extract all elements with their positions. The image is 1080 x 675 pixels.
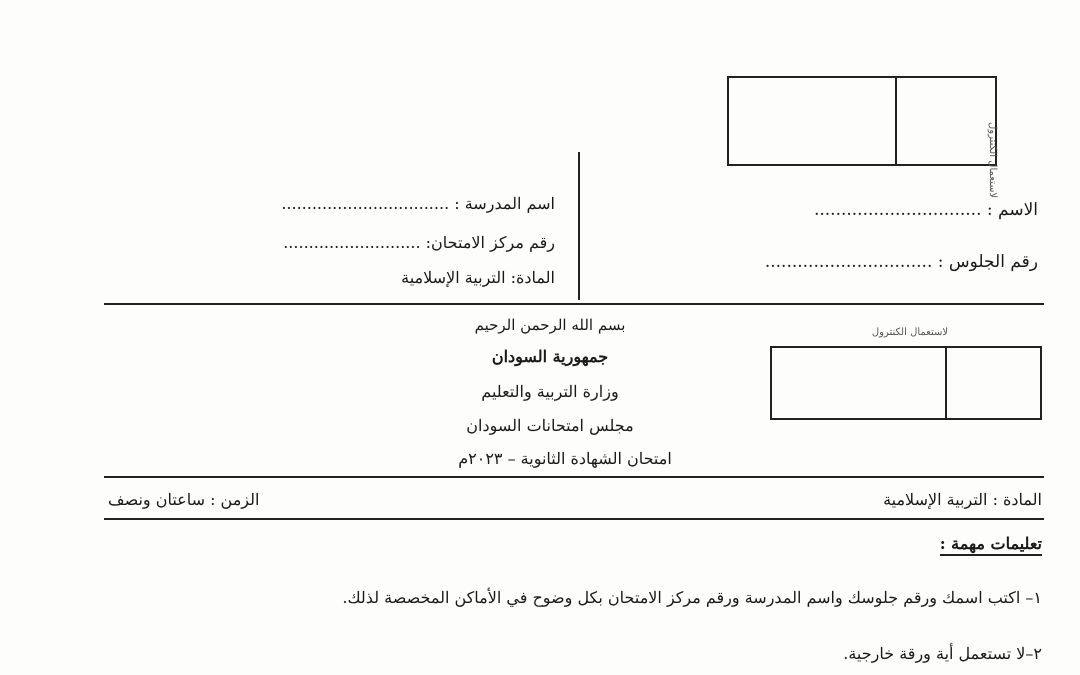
ministry-title: وزارة التربية والتعليم — [481, 382, 619, 401]
instruction-item-2: ٢–لا تستعمل أية ورقة خارجية. — [843, 644, 1042, 663]
control-box-mid-divider — [945, 348, 947, 418]
center-field — [283, 233, 555, 252]
name-field — [814, 200, 1038, 220]
center-dots[interactable]: ........................... — [283, 233, 421, 252]
control-box-top — [727, 76, 997, 166]
instructions-title — [940, 534, 1042, 553]
control-label-top: لاستعمال الكنترول — [987, 122, 998, 199]
instructions-title-text: تعليمات مهمة : — [940, 534, 1042, 556]
instruction-item-1: ١– اكتب اسمك ورقم جلوسك واسم المدرسة ورقم مركز الامتحان بكل وضوح في الأماكن المخصصة لذلك. — [342, 588, 1042, 607]
seat-field — [765, 252, 1038, 272]
center-label: رقم مركز الامتحان: — [425, 233, 555, 252]
subject-label-top: المادة: — [510, 268, 555, 287]
school-field — [281, 194, 555, 213]
control-label-mid: لاستعمال الكنترول — [871, 327, 949, 338]
name-label: الاسم : — [986, 200, 1038, 220]
seat-dots[interactable]: ............................... — [764, 252, 933, 272]
name-dots[interactable]: ............................... — [813, 200, 982, 220]
country-title: جمهورية السودان — [491, 347, 609, 366]
council-title: مجلس امتحانات السودان — [466, 416, 634, 435]
exam-title: امتحان الشهادة الثانوية – ٢٠٢٣م — [458, 449, 672, 468]
school-label: اسم المدرسة : — [454, 194, 555, 213]
exam-subject: المادة : التربية الإسلامية — [883, 490, 1042, 509]
info-column-divider — [578, 152, 580, 300]
subject-value-top: التربية الإسلامية — [401, 268, 506, 287]
school-dots[interactable]: ................................. — [281, 194, 450, 213]
separator-line-3 — [104, 518, 1044, 520]
separator-line-1 — [104, 303, 1044, 305]
basmala: بسم الله الرحمن الرحيم — [474, 316, 626, 334]
subject-field-top — [401, 268, 555, 287]
separator-line-2 — [104, 476, 1044, 478]
control-box-mid — [770, 346, 1042, 420]
exam-time: الزمن : ساعتان ونصف — [108, 490, 260, 509]
control-box-top-divider — [895, 78, 897, 164]
seat-label: رقم الجلوس : — [937, 252, 1038, 272]
